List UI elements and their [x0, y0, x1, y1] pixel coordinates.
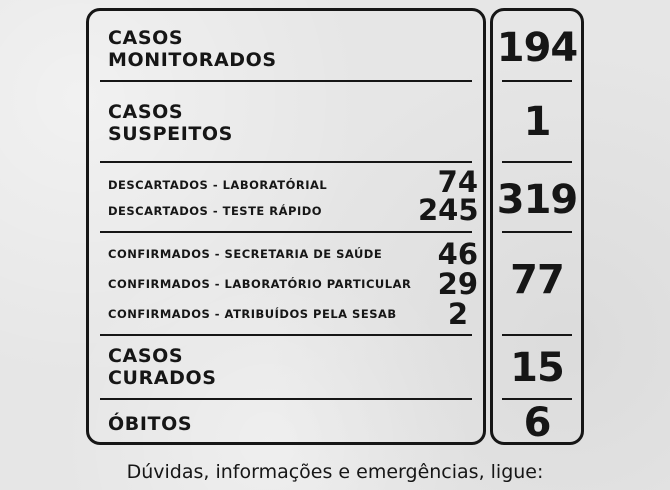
divider — [100, 231, 472, 233]
descartados-laboratorial-label: DESCARTADOS - LABORATÓRIAL — [108, 178, 328, 192]
suspeitos-label — [108, 101, 233, 145]
descartados-teste-rapido-label: DESCARTADOS - TESTE RÁPIDO — [108, 204, 323, 218]
divider — [100, 334, 472, 336]
footer-text: Dúvidas, informações e emergências, ligue: — [126, 461, 544, 483]
monitorados-label-line2: MONITORADOS — [108, 49, 277, 71]
confirmados-laboratorio-value: 29 — [437, 267, 478, 301]
divider — [502, 231, 572, 233]
confirmados-secretaria-value: 46 — [437, 237, 478, 271]
curados-total: 15 — [510, 345, 564, 391]
suspeitos-label-line1: CASOS — [108, 101, 184, 123]
confirmados-sesab-value: 2 — [447, 297, 468, 331]
curados-label-line2: CURADOS — [108, 367, 217, 389]
descartados-laboratorial-value: 74 — [437, 165, 478, 199]
divider — [502, 161, 572, 163]
curados-label-line1: CASOS — [108, 345, 184, 367]
descartados-teste-rapido-value: 245 — [418, 193, 479, 227]
confirmados-secretaria-label: CONFIRMADOS - SECRETARIA DE SAÚDE — [108, 247, 383, 261]
divider — [502, 334, 572, 336]
confirmados-total: 77 — [510, 257, 564, 303]
suspeitos-total: 1 — [523, 99, 551, 145]
confirmados-laboratorio-label: CONFIRMADOS - LABORATÓRIO PARTICULAR — [108, 277, 412, 291]
suspeitos-label-line2: SUSPEITOS — [108, 123, 233, 145]
obitos-label: ÓBITOS — [108, 413, 193, 435]
monitorados-label-line1: CASOS — [108, 27, 184, 49]
monitorados-label — [108, 27, 277, 71]
divider — [100, 161, 472, 163]
descartados-total: 319 — [496, 177, 578, 223]
confirmados-sesab-label: CONFIRMADOS - ATRIBUÍDOS PELA SESAB — [108, 307, 397, 321]
divider — [502, 80, 572, 82]
divider — [100, 80, 472, 82]
obitos-total: 6 — [523, 400, 551, 446]
monitorados-total: 194 — [496, 25, 578, 71]
divider — [100, 398, 472, 400]
curados-label — [108, 345, 217, 389]
